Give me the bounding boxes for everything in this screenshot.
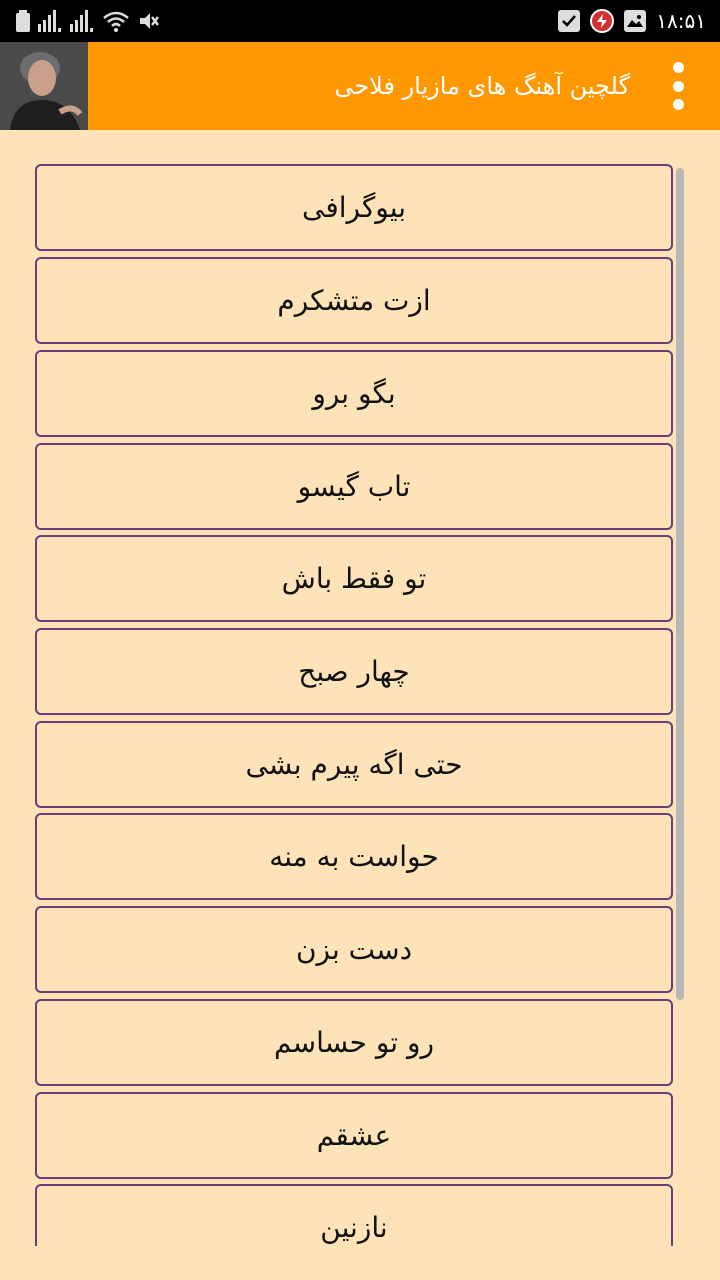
app-title: گلچین آهنگ های مازیار فلاحی	[334, 72, 630, 100]
scrollbar[interactable]	[676, 168, 684, 1000]
list-item[interactable]: تاب گیسو	[35, 443, 673, 530]
avatar	[0, 42, 88, 130]
song-list[interactable]	[35, 164, 674, 1246]
menu-dot	[673, 99, 684, 110]
list-item[interactable]: نازنین	[35, 1184, 673, 1246]
power-saver-icon	[590, 9, 614, 33]
artist-photo	[0, 42, 88, 130]
status-icons-right	[558, 6, 706, 36]
mute-icon	[138, 10, 160, 32]
menu-dot	[673, 81, 684, 92]
status-bar	[0, 0, 720, 42]
list-item[interactable]: حواست به منه	[35, 813, 673, 900]
list-item[interactable]: دست بزن	[35, 906, 673, 993]
status-clock: ۱۸:۵۱	[656, 9, 706, 33]
list-item[interactable]: ازت متشکرم	[35, 257, 673, 344]
list-item[interactable]: حتی اگه پیرم بشی	[35, 721, 673, 808]
wifi-icon	[102, 10, 130, 32]
battery-icon	[16, 10, 30, 32]
list-item[interactable]: بگو برو	[35, 350, 673, 437]
menu-dot	[673, 62, 684, 73]
overflow-menu-icon[interactable]	[666, 62, 690, 110]
list-item[interactable]: رو تو حساسم	[35, 999, 673, 1086]
signal-icon	[38, 10, 62, 32]
list-item[interactable]: چهار صبح	[35, 628, 673, 715]
list-item-biography[interactable]: بیوگرافی	[35, 164, 673, 251]
image-icon	[624, 10, 646, 32]
check-icon	[558, 10, 580, 32]
app-bar	[0, 42, 720, 130]
list-item[interactable]: عشقم	[35, 1092, 673, 1179]
signal-icon	[70, 10, 94, 32]
status-icons-left	[16, 8, 160, 34]
list-item[interactable]: تو فقط باش	[35, 535, 673, 622]
